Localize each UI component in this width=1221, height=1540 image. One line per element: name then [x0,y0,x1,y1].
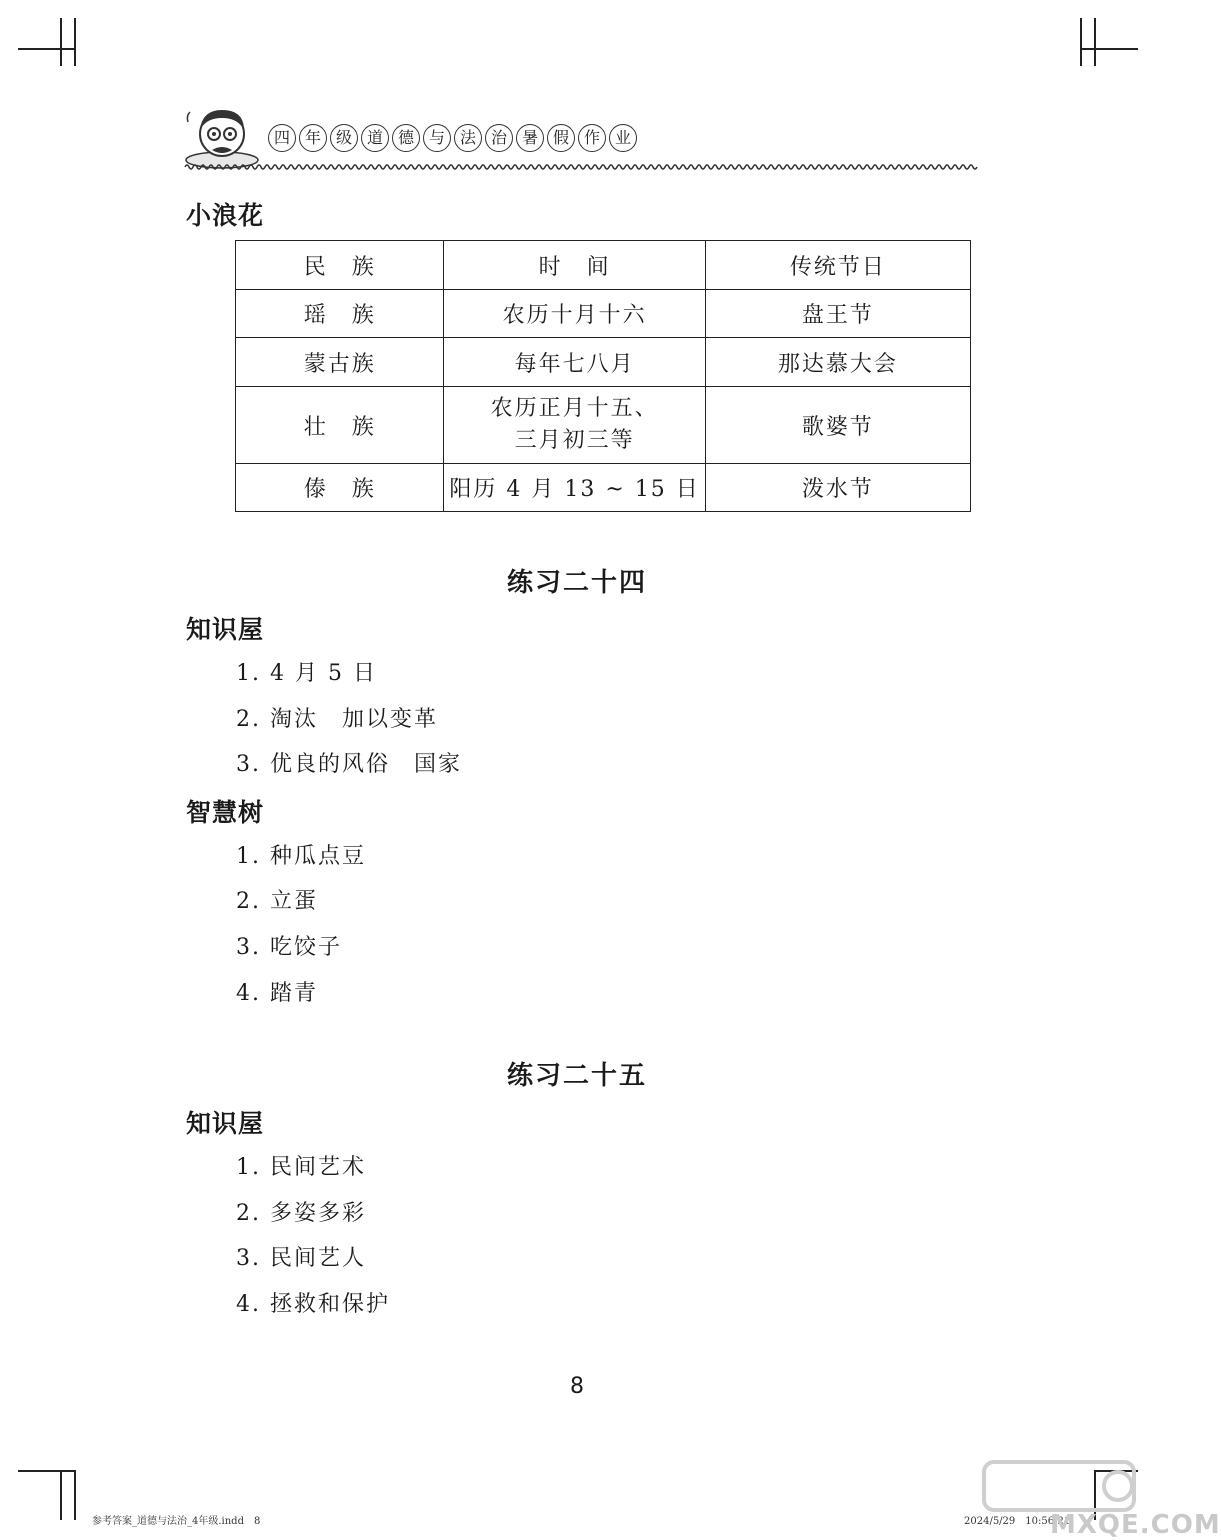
table-cell: 盘王节 [705,290,970,338]
section-heading-zhishiwu: 知识屋 [186,615,265,644]
header-title-char: 级 [330,124,358,152]
table-cell: 每年七八月 [444,338,705,387]
list-item: 1. 种瓜点豆 [236,844,366,869]
table-header-cell: 传统节日 [705,241,970,290]
footer-timestamp: 2024/5/29 10:56:21 [964,1516,1071,1527]
section-heading-zhishiwu: 知识屋 [186,1109,265,1138]
table-cell: 泼水节 [705,464,970,512]
table-row [236,290,971,338]
list-item: 3. 优良的风俗 国家 [236,752,462,777]
list-item: 1. 民间艺术 [236,1155,366,1180]
table-cell: 瑶 族 [236,290,444,338]
list-item: 3. 民间艺人 [236,1246,366,1271]
list-item: 4. 拯救和保护 [236,1292,390,1317]
footer-file-info: 参考答案_道德与法治_4年级.indd 8 [92,1516,261,1527]
table-cell-line: 农历正月十五、 [490,396,659,421]
header-title-char: 年 [299,124,327,152]
crop-mark-tr-v [1080,18,1082,66]
crop-mark-bl-v2 [74,1470,76,1520]
header-title-char: 与 [423,124,451,152]
section-heading-xiaolanghua: 小浪花 [186,201,265,230]
crop-mark-tr-h [1080,48,1138,50]
festival-table [235,240,971,512]
watermark-text: MXQE.COM [1050,1510,1221,1540]
header-wavy-divider [185,160,975,174]
crop-mark-tr-v2 [1094,18,1096,66]
table-cell: 歌婆节 [705,387,970,464]
table-header-cell: 民 族 [236,241,444,290]
table-cell: 傣 族 [236,464,444,512]
table-cell-line: 三月初三等 [514,428,635,453]
crop-mark-tl-v [60,18,62,66]
list-item: 2. 淘汰 加以变革 [236,707,438,732]
exercise-title-24: 练习二十四 [506,568,647,598]
table-cell: 蒙古族 [236,338,444,387]
crop-mark-tl-v2 [74,18,76,66]
list-item: 4. 踏青 [236,981,318,1006]
list-item: 2. 立蛋 [236,889,318,914]
table-header-row [236,241,971,290]
header-title-char: 四 [268,124,296,152]
header-title-char: 暑 [516,124,544,152]
list-item: 3. 吃饺子 [236,935,342,960]
header-title-char: 业 [609,124,637,152]
table-row [236,338,971,387]
exercise-title-25: 练习二十五 [506,1061,647,1091]
header-title-char: 治 [485,124,513,152]
table-cell: 那达慕大会 [705,338,970,387]
crop-mark-bl-h [18,1470,76,1472]
crop-mark-bl-v [60,1470,62,1520]
header-title-char: 作 [578,124,606,152]
header-title-char: 假 [547,124,575,152]
table-header-cell: 时 间 [444,241,705,290]
list-item: 1. 4 月 5 日 [236,661,377,686]
table-cell [444,387,705,464]
crop-mark-tl-h [18,48,76,50]
list-item: 2. 多姿多彩 [236,1201,366,1226]
header-title-char: 道 [361,124,389,152]
table-cell: 农历十月十六 [444,290,705,338]
header-title-char: 法 [454,124,482,152]
header-title-char: 德 [392,124,420,152]
section-heading-zhihuishu: 智慧树 [186,798,265,827]
table-cell: 壮 族 [236,387,444,464]
table-row [236,464,971,512]
table-row [236,387,971,464]
table-cell: 阳历 4 月 13 ~ 15 日 [444,464,705,512]
page-number: 8 [570,1374,584,1399]
